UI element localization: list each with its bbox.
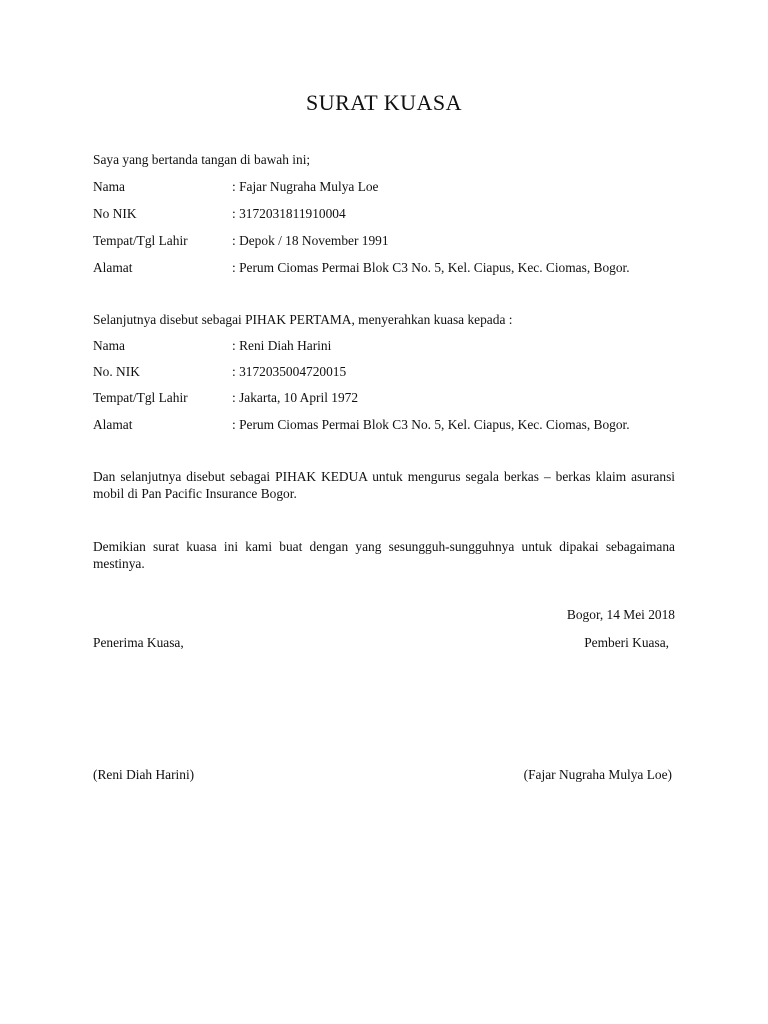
field-label: No. NIK <box>93 364 140 379</box>
field-value: : 3172031811910004 <box>232 206 346 221</box>
receiver-name: (Reni Diah Harini) <box>93 767 195 782</box>
giver-label: Pemberi Kuasa, <box>584 635 669 650</box>
field-label: Nama <box>93 179 125 194</box>
pihak-pertama-row-alamat <box>93 259 630 277</box>
field-label: Nama <box>93 338 125 353</box>
field-label: Tempat/Tgl Lahir <box>93 233 188 248</box>
field-label: Alamat <box>93 417 133 432</box>
purpose-paragraph: Dan selanjutnya disebut sebagai PIHAK KEDUA untuk mengurus segala berkas – berkas klaim asuransi mobil di Pan Pacific Insurance Bogor. <box>93 469 675 501</box>
field-value: : Fajar Nugraha Mulya Loe <box>232 179 379 194</box>
document-title: SURAT KUASA <box>305 90 463 115</box>
place-date: Bogor, 14 Mei 2018 <box>566 607 675 622</box>
pihak-kedua-row-nama <box>93 337 331 355</box>
field-value: : Depok / 18 November 1991 <box>232 233 389 248</box>
closing-paragraph: Demikian surat kuasa ini kami buat dengan yang sesungguh-sungguhnya untuk dipakai sebagaimana mestinya. <box>93 539 675 571</box>
field-label: Tempat/Tgl Lahir <box>93 390 188 405</box>
field-label: Alamat <box>93 260 133 275</box>
pihak-kedua-row-alamat <box>93 416 630 434</box>
field-value: : Jakarta, 10 April 1972 <box>232 390 359 405</box>
pihak-pertama-row-nik <box>93 205 346 223</box>
intro-text: Saya yang bertanda tangan di bawah ini; <box>93 152 311 167</box>
giver-name: (Fajar Nugraha Mulya Loe) <box>523 767 672 782</box>
field-value: : Perum Ciomas Permai Blok C3 No. 5, Kel. Ciapus, Kec. Ciomas, Bogor. <box>232 417 630 432</box>
field-value: : 3172035004720015 <box>232 364 347 379</box>
pihak-pertama-row-nama <box>93 178 379 196</box>
field-label: No NIK <box>93 206 137 221</box>
transition-text: Selanjutnya disebut sebagai PIHAK PERTAMA, menyerahkan kuasa kepada : <box>93 312 513 327</box>
field-value: : Reni Diah Harini <box>232 338 332 353</box>
pihak-pertama-row-ttl <box>93 232 389 250</box>
pihak-kedua-row-nik <box>93 363 346 381</box>
field-value: : Perum Ciomas Permai Blok C3 No. 5, Kel. Ciapus, Kec. Ciomas, Bogor. <box>232 260 630 275</box>
pihak-kedua-row-ttl <box>93 389 358 407</box>
receiver-label: Penerima Kuasa, <box>93 635 184 650</box>
